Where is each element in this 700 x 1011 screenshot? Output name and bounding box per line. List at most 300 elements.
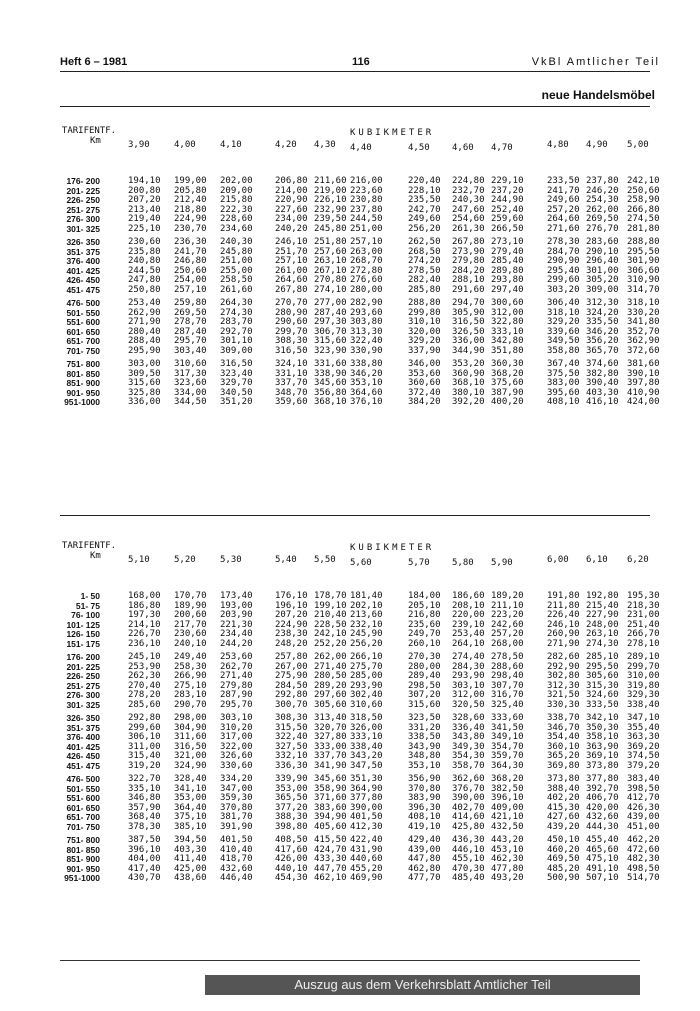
tariff-value-cell: 234,00	[275, 214, 308, 225]
tariff-value-cell: 168,00	[128, 591, 161, 601]
tariff-value-cell: 241,70	[174, 246, 207, 257]
tariff-value-cell: 287,40	[174, 326, 207, 337]
tariff-value-cell: 262,50	[408, 237, 441, 247]
tariff-value-cell: 303,10	[452, 680, 485, 691]
tariff-value-cell: 323,60	[174, 378, 207, 389]
tariff-value-cell: 344,50	[174, 397, 207, 408]
tariff-value-cell: 221,30	[220, 619, 253, 630]
tariff-value-cell: 338,90	[314, 368, 347, 379]
tariff-value-cell: 270,40	[128, 680, 161, 691]
tariff-value-cell: 367,40	[547, 359, 580, 369]
column-header: 5,60	[350, 558, 372, 568]
tariff-value-cell: 330,60	[220, 761, 253, 771]
km-range-cell: 501- 550	[66, 307, 100, 318]
tariff-value-cell: 263,10	[314, 256, 347, 267]
tariff-value-cell: 396,30	[408, 802, 441, 813]
tariff-value-cell: 232,10	[350, 619, 383, 630]
km-range-cell: 851- 900	[66, 378, 100, 389]
tariff-value-cell: 447,80	[408, 854, 441, 865]
tariff-value-cell: 253,40	[128, 298, 161, 308]
tariff-value-cell: 253,60	[220, 652, 253, 662]
tariff-value-cell: 324,60	[586, 690, 619, 701]
tariff-value-cell: 250,80	[128, 285, 161, 295]
tariff-value-cell: 425,80	[452, 822, 485, 832]
tariff-value-cell: 402,70	[452, 802, 485, 813]
tariff-value-cell: 250,60	[627, 185, 660, 196]
tariff-value-cell: 247,60	[452, 204, 485, 215]
tariff-value-cell: 319,20	[128, 761, 161, 771]
tariff-value-cell: 356,80	[314, 387, 347, 398]
column-header: 4,40	[350, 143, 372, 153]
tariff-value-cell: 305,20	[586, 275, 619, 286]
tariff-value-cell: 203,90	[220, 610, 253, 621]
tariff-value-cell: 333,10	[491, 326, 524, 337]
tariff-value-cell: 297,30	[314, 317, 347, 328]
tariff-value-cell: 315,60	[408, 700, 441, 710]
tariff-value-cell: 343,80	[452, 732, 485, 743]
tariff-value-cell: 349,50	[547, 336, 580, 347]
tariff-value-cell: 232,90	[314, 204, 347, 215]
tariff-value-cell: 305,60	[586, 671, 619, 682]
tariff-value-cell: 346,00	[408, 359, 441, 369]
tariff-value-cell: 312,30	[586, 298, 619, 308]
tariff-value-cell: 284,20	[452, 265, 485, 276]
tariff-value-cell: 197,30	[128, 610, 161, 621]
tariff-value-cell: 377,80	[586, 774, 619, 784]
tariff-value-cell: 359,60	[275, 397, 308, 408]
tariff-value-cell: 261,00	[275, 265, 308, 276]
tariff-value-cell: 245,90	[350, 629, 383, 640]
tariff-value-cell: 260,90	[547, 629, 580, 640]
tariff-value-cell: 432,60	[220, 863, 253, 874]
tariff-value-cell: 338,80	[350, 359, 383, 369]
tariff-value-cell: 493,20	[491, 873, 524, 884]
tariff-value-cell: 200,80	[128, 185, 161, 196]
tariff-value-cell: 475,10	[586, 854, 619, 865]
km-range-cell: 251- 275	[66, 204, 100, 215]
tariff-value-cell: 252,40	[491, 204, 524, 215]
tariff-value-cell: 408,50	[275, 835, 308, 845]
tariff-value-cell: 447,70	[314, 863, 347, 874]
tariff-value-cell: 251,40	[627, 619, 660, 630]
tariff-value-cell: 199,10	[314, 600, 347, 611]
tariff-value-cell: 322,40	[275, 732, 308, 743]
tariff-value-cell: 293,80	[491, 275, 524, 286]
km-range-cell: 276- 300	[66, 690, 100, 701]
tariff-value-cell: 411,40	[174, 854, 207, 865]
tariff-value-cell: 362,60	[452, 774, 485, 784]
tariff-value-cell: 312,00	[452, 690, 485, 701]
tariff-value-cell: 336,30	[275, 761, 308, 771]
tariff-value-cell: 213,60	[350, 610, 383, 621]
km-range-cell: 51- 75	[75, 600, 100, 611]
tariff-value-cell: 242,60	[491, 619, 524, 630]
tariff-value-cell: 346,70	[547, 722, 580, 733]
tariff-value-cell: 310,60	[174, 359, 207, 369]
tariff-value-cell: 351,80	[491, 346, 524, 356]
tariff-value-cell: 250,60	[174, 265, 207, 276]
tariff-value-cell: 298,40	[491, 671, 524, 682]
tariff-value-cell: 303,10	[220, 713, 253, 723]
km-range-cell: 901- 950	[66, 863, 100, 874]
tariff-value-cell: 345,60	[314, 378, 347, 389]
km-range-cell: 176- 200	[66, 652, 100, 662]
tariff-value-cell: 322,00	[220, 741, 253, 752]
tariff-value-cell: 335,50	[586, 317, 619, 328]
tariff-value-cell: 323,40	[220, 368, 253, 379]
tariff-value-cell: 280,00	[350, 285, 383, 295]
tariff-value-cell: 341,90	[314, 761, 347, 771]
tariff-value-cell: 239,10	[452, 619, 485, 630]
tariff-value-cell: 230,70	[174, 224, 207, 234]
tariff-value-cell: 181,40	[350, 591, 383, 601]
tariff-value-cell: 363,90	[586, 741, 619, 752]
tariff-value-cell: 354,70	[491, 741, 524, 752]
tariff-value-cell: 387,50	[128, 835, 161, 845]
tariff-value-cell: 278,30	[547, 237, 580, 247]
tariff-value-cell: 214,10	[128, 619, 161, 630]
tariff-value-cell: 246,10	[275, 237, 308, 247]
tariff-value-cell: 382,50	[491, 783, 524, 794]
tariff-value-cell: 431,90	[350, 844, 383, 855]
tariff-value-cell: 238,30	[275, 629, 308, 640]
tariff-value-cell: 469,90	[350, 873, 383, 884]
tariff-value-cell: 227,60	[275, 204, 308, 215]
tariff-value-cell: 199,00	[174, 176, 207, 186]
tariff-value-cell: 312,00	[491, 307, 524, 318]
tariff-value-cell: 289,80	[491, 265, 524, 276]
tariff-value-cell: 369,10	[586, 751, 619, 762]
km-range-cell: 426- 450	[66, 751, 100, 762]
tariff-value-cell: 325,80	[128, 387, 161, 398]
tariff-value-cell: 315,30	[586, 680, 619, 691]
tariff-value-cell: 432,50	[491, 822, 524, 832]
tariff-value-cell: 283,10	[174, 690, 207, 701]
tariff-value-cell: 303,00	[128, 359, 161, 369]
tariff-value-cell: 354,40	[547, 732, 580, 743]
tariff-value-cell: 357,90	[128, 802, 161, 813]
tariff-value-cell: 262,70	[220, 661, 253, 672]
tariff-value-cell: 312,30	[547, 680, 580, 691]
tariff-value-cell: 432,60	[586, 812, 619, 823]
row-header-line2: Km	[90, 136, 101, 146]
tariff-value-cell: 288,80	[408, 298, 441, 308]
km-range-cell: 751- 800	[66, 359, 100, 369]
tariff-value-cell: 462,20	[627, 835, 660, 845]
tariff-value-cell: 268,00	[491, 639, 524, 649]
tariff-value-cell: 311,00	[128, 741, 161, 752]
tariff-value-cell: 363,30	[627, 732, 660, 743]
km-range-cell: 401- 425	[66, 741, 100, 752]
tariff-value-cell: 293,90	[452, 671, 485, 682]
tariff-value-cell: 264,30	[220, 298, 253, 308]
tariff-value-cell: 274,10	[314, 285, 347, 295]
tariff-value-cell: 269,50	[174, 307, 207, 318]
tariff-value-cell: 391,90	[220, 822, 253, 832]
tariff-value-cell: 369,80	[547, 761, 580, 771]
tariff-value-cell: 257,10	[350, 237, 383, 247]
tariff-value-cell: 377,20	[275, 802, 308, 813]
tariff-value-cell: 251,00	[350, 224, 383, 234]
tariff-value-cell: 268,70	[350, 256, 383, 267]
tariff-value-cell: 292,70	[220, 326, 253, 337]
tariff-value-cell: 358,80	[547, 346, 580, 356]
tariff-value-cell: 261,60	[220, 285, 253, 295]
row-header-line1: TARIFENTF.	[61, 541, 117, 551]
tariff-value-cell: 292,80	[128, 713, 161, 723]
tariff-value-cell: 277,00	[314, 298, 347, 308]
tariff-value-cell: 315,60	[128, 378, 161, 389]
tariff-value-cell: 253,40	[452, 629, 485, 640]
column-header: 4,70	[491, 143, 513, 153]
tariff-value-cell: 308,30	[275, 713, 308, 723]
km-range-cell: 801- 850	[66, 844, 100, 855]
tariff-value-cell: 236,30	[174, 237, 207, 247]
tariff-value-cell: 498,50	[627, 863, 660, 874]
column-header: 5,80	[452, 558, 474, 568]
column-header: 5,90	[491, 558, 513, 568]
tariff-value-cell: 318,50	[350, 713, 383, 723]
km-range-cell: 326- 350	[66, 237, 100, 247]
tariff-value-cell: 412,30	[350, 822, 383, 832]
column-header: 6,10	[586, 555, 608, 565]
tariff-value-cell: 329,30	[627, 690, 660, 701]
tariff-value-cell: 220,00	[452, 610, 485, 621]
tariff-value-cell: 300,60	[491, 298, 524, 308]
tariff-value-cell: 301,10	[220, 336, 253, 347]
tariff-value-cell: 278,50	[408, 265, 441, 276]
tariff-value-cell: 257,10	[174, 285, 207, 295]
tariff-value-cell: 224,80	[452, 176, 485, 186]
tariff-value-cell: 450,10	[547, 835, 580, 845]
tariff-value-cell: 390,00	[350, 802, 383, 813]
tariff-value-cell: 285,80	[408, 285, 441, 295]
tariff-value-cell: 319,80	[627, 680, 660, 691]
tariff-value-cell: 338,40	[627, 700, 660, 710]
tariff-value-cell: 372,40	[408, 387, 441, 398]
tariff-value-cell: 225,10	[128, 224, 161, 234]
km-range-cell: 351- 375	[66, 722, 100, 733]
tariff-value-cell: 302,80	[547, 671, 580, 682]
tariff-value-cell: 426,30	[627, 802, 660, 813]
tariff-value-cell: 470,30	[452, 863, 485, 874]
tariff-value-cell: 257,20	[491, 629, 524, 640]
tariff-value-cell: 240,30	[452, 195, 485, 206]
tariff-value-cell: 485,40	[452, 873, 485, 884]
tariff-value-cell: 419,10	[408, 822, 441, 832]
tariff-value-cell: 248,00	[586, 619, 619, 630]
km-range-cell: 501- 550	[66, 783, 100, 794]
tariff-value-cell: 350,30	[586, 722, 619, 733]
tariff-value-cell: 245,80	[314, 224, 347, 234]
tariff-value-cell: 240,10	[174, 639, 207, 649]
tariff-value-cell: 236,10	[128, 639, 161, 649]
tariff-value-cell: 360,30	[491, 359, 524, 369]
tariff-value-cell: 364,60	[350, 387, 383, 398]
tariff-value-cell: 262,00	[314, 652, 347, 662]
tariff-value-cell: 215,40	[586, 600, 619, 611]
tariff-value-cell: 239,50	[314, 214, 347, 225]
tariff-value-cell: 249,40	[174, 652, 207, 662]
tariff-value-cell: 278,20	[128, 690, 161, 701]
tariff-value-cell: 348,80	[408, 751, 441, 762]
km-range-cell: 301- 325	[66, 700, 100, 710]
tariff-value-cell: 446,10	[452, 844, 485, 855]
tariff-value-cell: 341,50	[491, 722, 524, 733]
tariff-value-cell: 326,50	[452, 326, 485, 337]
tariff-value-cell: 342,80	[491, 336, 524, 347]
column-header: 5,30	[220, 555, 242, 565]
km-range-cell: 126- 150	[66, 629, 100, 640]
column-header: 4,60	[452, 143, 474, 153]
tariff-value-cell: 223,60	[350, 185, 383, 196]
tariff-value-cell: 237,20	[491, 185, 524, 196]
tariff-value-cell: 462,30	[491, 854, 524, 865]
tariff-value-cell: 309,00	[586, 285, 619, 295]
tariff-value-cell: 385,10	[174, 822, 207, 832]
tariff-value-cell: 299,80	[408, 307, 441, 318]
tariff-value-cell: 299,60	[128, 722, 161, 733]
tariff-value-cell: 226,70	[128, 629, 161, 640]
tariff-value-cell: 421,10	[491, 812, 524, 823]
tariff-value-cell: 186,60	[452, 591, 485, 601]
tariff-value-cell: 310,10	[408, 317, 441, 328]
footer-rule	[60, 960, 640, 961]
tariff-value-cell: 218,30	[627, 600, 660, 611]
tariff-value-cell: 316,50	[452, 317, 485, 328]
tariff-value-cell: 362,90	[627, 336, 660, 347]
tariff-value-cell: 379,20	[627, 761, 660, 771]
tariff-value-cell: 316,50	[174, 741, 207, 752]
tariff-value-cell: 193,00	[220, 600, 253, 611]
tariff-value-cell: 209,00	[220, 185, 253, 196]
tariff-value-cell: 365,70	[586, 346, 619, 356]
tariff-value-cell: 282,40	[408, 275, 441, 286]
km-range-cell: 401- 425	[66, 265, 100, 276]
tariff-value-cell: 338,40	[350, 741, 383, 752]
tariff-value-cell: 360,90	[452, 368, 485, 379]
tariff-value-cell: 189,20	[491, 591, 524, 601]
tariff-value-cell: 195,30	[627, 591, 660, 601]
tariff-value-cell: 368,40	[128, 812, 161, 823]
tariff-value-cell: 376,10	[350, 397, 383, 408]
tariff-value-cell: 451,00	[627, 822, 660, 832]
tariff-value-cell: 251,70	[275, 246, 308, 257]
tariff-value-cell: 264,10	[452, 639, 485, 649]
tariff-value-cell: 355,40	[627, 722, 660, 733]
tariff-value-cell: 349,10	[491, 732, 524, 743]
tariff-value-cell: 315,50	[275, 722, 308, 733]
tariff-value-cell: 383,00	[547, 378, 580, 389]
tariff-value-cell: 314,70	[627, 285, 660, 295]
km-range-cell: 901- 950	[66, 387, 100, 398]
tariff-value-cell: 329,20	[547, 317, 580, 328]
tariff-value-cell: 276,70	[586, 224, 619, 234]
tariff-value-cell: 270,70	[275, 298, 308, 308]
tariff-value-cell: 424,70	[314, 844, 347, 855]
tariff-value-cell: 326,60	[220, 751, 253, 762]
tariff-value-cell: 267,80	[275, 285, 308, 295]
tariff-value-cell: 439,00	[408, 844, 441, 855]
tariff-value-cell: 274,50	[627, 214, 660, 225]
tariff-value-cell: 364,40	[174, 802, 207, 813]
tariff-value-cell: 294,70	[452, 298, 485, 308]
tariff-value-cell: 220,40	[408, 176, 441, 186]
tariff-value-cell: 390,40	[586, 378, 619, 389]
tariff-value-cell: 257,80	[275, 652, 308, 662]
tariff-value-cell: 255,00	[220, 265, 253, 276]
tariff-value-cell: 353,10	[408, 761, 441, 771]
tariff-value-cell: 280,40	[128, 326, 161, 337]
tariff-value-cell: 415,50	[314, 835, 347, 845]
tariff-value-cell: 331,10	[275, 368, 308, 379]
tariff-value-cell: 259,80	[174, 298, 207, 308]
tariff-value-cell: 210,40	[314, 610, 347, 621]
tariff-value-cell: 401,50	[350, 812, 383, 823]
tariff-value-cell: 261,30	[452, 224, 485, 234]
tariff-value-cell: 220,90	[275, 195, 308, 206]
tariff-value-cell: 323,90	[314, 346, 347, 356]
tariff-value-cell: 237,80	[586, 176, 619, 186]
tariff-value-cell: 353,20	[452, 359, 485, 369]
tariff-value-cell: 302,40	[350, 690, 383, 701]
tariff-value-cell: 368,20	[491, 774, 524, 784]
tariff-value-cell: 444,30	[586, 822, 619, 832]
tariff-value-cell: 333,50	[586, 700, 619, 710]
tariff-value-cell: 289,10	[627, 652, 660, 662]
tariff-value-cell: 353,00	[174, 793, 207, 804]
tariff-value-cell: 290,10	[586, 246, 619, 257]
tariff-value-cell: 439,20	[547, 822, 580, 832]
group-header: KUBIKMETER	[350, 543, 435, 553]
tariff-value-cell: 377,80	[350, 793, 383, 804]
tariff-value-cell: 264,60	[275, 275, 308, 286]
km-range-cell: 101- 125	[66, 619, 100, 630]
km-range-cell: 351- 375	[66, 246, 100, 257]
km-range-cell: 226- 250	[66, 671, 100, 682]
tariff-value-cell: 337,90	[408, 346, 441, 356]
tariff-value-cell: 249,60	[408, 214, 441, 225]
tariff-value-cell: 271,90	[547, 639, 580, 649]
km-range-cell: 376- 400	[66, 256, 100, 267]
tariff-value-cell: 211,80	[547, 600, 580, 611]
tariff-value-cell: 408,10	[547, 397, 580, 408]
column-header: 5,00	[627, 140, 649, 150]
tariff-value-cell: 285,60	[128, 700, 161, 710]
tariff-value-cell: 269,50	[586, 214, 619, 225]
tariff-value-cell: 318,10	[627, 298, 660, 308]
publication-title: VkBl Amtlicher Teil	[531, 56, 660, 68]
tariff-value-cell: 289,40	[408, 671, 441, 682]
tariff-value-cell: 491,10	[586, 863, 619, 874]
tariff-value-cell: 226,10	[314, 195, 347, 206]
tariff-value-cell: 244,50	[128, 265, 161, 276]
tariff-value-cell: 192,80	[586, 591, 619, 601]
tariff-value-cell: 426,00	[275, 854, 308, 865]
km-range-cell: 551- 600	[66, 317, 100, 328]
tariff-value-cell: 303,80	[350, 317, 383, 328]
tariff-value-cell: 235,50	[408, 195, 441, 206]
tariff-value-cell: 216,00	[350, 176, 383, 186]
tariff-value-cell: 233,50	[547, 176, 580, 186]
km-range-cell: 601- 650	[66, 326, 100, 337]
tariff-value-cell: 213,40	[128, 204, 161, 215]
tariff-value-cell: 394,90	[314, 812, 347, 823]
tariff-value-cell: 396,10	[128, 844, 161, 855]
tariff-value-cell: 349,30	[452, 741, 485, 752]
tariff-value-cell: 344,90	[452, 346, 485, 356]
tariff-value-cell: 254,00	[174, 275, 207, 286]
